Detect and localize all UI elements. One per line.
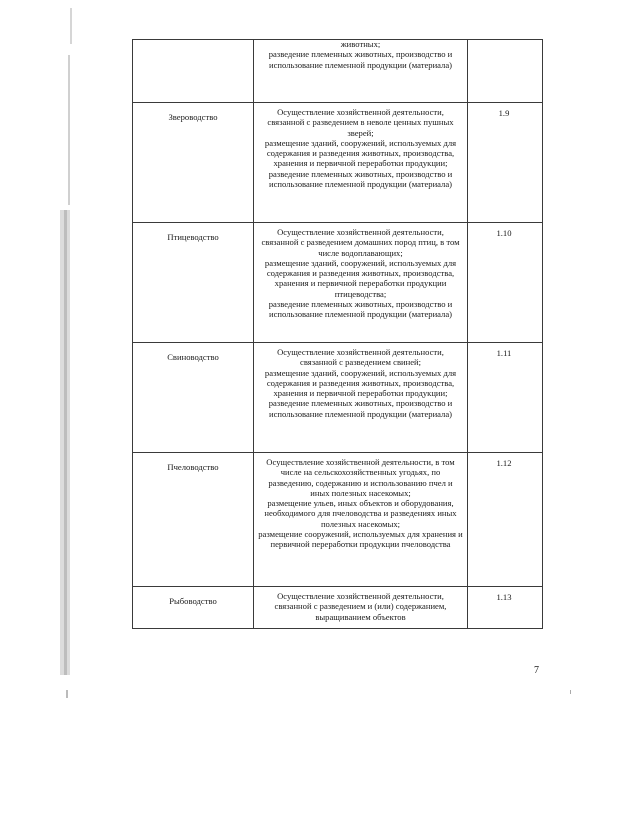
description-paragraph: размещение зданий, сооружений, используемых для содержания и разведения животных, производства, хранения и первичной переработки продукции;: [264, 367, 457, 399]
description-paragraph: размещение зданий, сооружений, используемых для содержания и разведения животных, производства, хранения и первичной переработки продукции;: [264, 137, 457, 169]
scan-artifact: [70, 8, 72, 44]
description-paragraph: размещение ульев, иных объектов и оборудования, необходимого для пчеловодства и разведениях иных полезных насекомых;: [264, 498, 457, 529]
use-type-description: [254, 587, 468, 629]
use-type-name: Звероводство: [133, 103, 254, 223]
description-paragraph: разведение племенных животных, производство и использование племенной продукции (материала): [268, 168, 453, 190]
use-type-description: [254, 103, 468, 223]
use-type-name: Пчеловодство: [133, 453, 254, 587]
description-paragraph: разведение племенных животных, производство и использование племенной продукции (материала): [268, 398, 453, 419]
table-row: [133, 343, 543, 453]
use-type-description: [254, 223, 468, 343]
use-type-code: 1.9: [468, 103, 543, 223]
scan-artifact: [64, 210, 67, 675]
description-paragraph: животных;: [340, 39, 381, 49]
use-type-code: 1.11: [468, 343, 543, 453]
use-type-name: Рыбоводство: [133, 587, 254, 629]
use-type-code: 1.12: [468, 453, 543, 587]
table-row: [133, 453, 543, 587]
use-type-code: 1.10: [468, 223, 543, 343]
use-type-code: 1.13: [468, 587, 543, 629]
table-row: [133, 40, 543, 103]
description-paragraph: разведение племенных животных, производство и использование племенной продукции (материала): [268, 49, 453, 70]
scan-artifact: [68, 55, 70, 205]
scan-artifact: [66, 690, 68, 698]
use-type-description: [254, 453, 468, 587]
table-row: [133, 587, 543, 629]
use-type-description: [254, 343, 468, 453]
description-paragraph: Осуществление хозяйственной деятельности, связанной с разведением свиней;: [277, 347, 444, 368]
use-type-name: Птицеводство: [133, 223, 254, 343]
description-paragraph: Осуществление хозяйственной деятельности, связанной с разведением в неволе ценных пушных зверей;: [267, 107, 454, 138]
table-row: [133, 103, 543, 223]
table-row: [133, 223, 543, 343]
description-paragraph: размещение зданий, сооружений, используемых для содержания и разведения животных, производства, хранения и первичной переработки продукции птицеводства;: [264, 257, 457, 299]
description-paragraph: Осуществление хозяйственной деятельности, связанной с разведением и (или) содержанием, выращиванием объектов: [274, 591, 447, 622]
description-paragraph: Осуществление хозяйственной деятельности, в том числе на сельскохозяйственных угодьях, по разведению, содержанию и использованию пчел и иных полезных насекомых;: [266, 457, 455, 498]
use-type-name: [133, 40, 254, 103]
use-type-code: [468, 40, 543, 103]
land-use-table: [132, 39, 543, 629]
use-type-name: Свиноводство: [133, 343, 254, 453]
use-type-description: [254, 40, 468, 103]
description-paragraph: размещение сооружений, используемых для хранения и первичной переработки продукции пчеловодства: [258, 529, 463, 550]
scan-artifact: [570, 690, 571, 694]
description-paragraph: Осуществление хозяйственной деятельности, связанной с разведением домашних пород птиц, в том числе водоплавающих;: [261, 227, 460, 258]
description-paragraph: разведение племенных животных, производство и использование племенной продукции (материала): [268, 299, 453, 320]
page-number: 7: [534, 665, 539, 676]
